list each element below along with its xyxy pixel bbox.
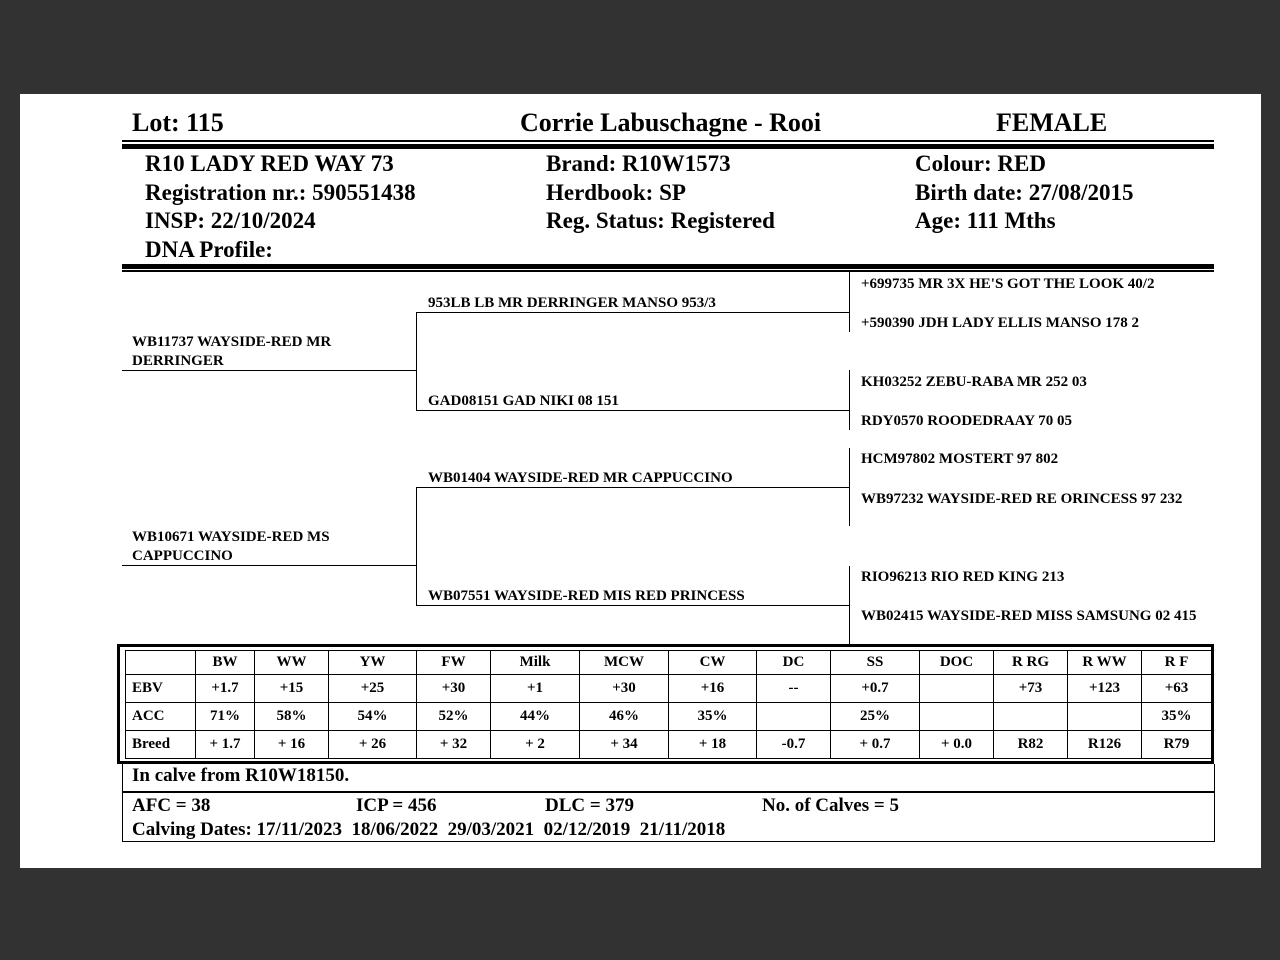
table-cell: 71% [196,703,255,731]
sex-label: FEMALE [996,108,1108,137]
header-cell: R RG [994,651,1068,675]
sire-line [122,370,416,371]
header-rule-thin [122,140,1214,142]
table-cell: 46% [580,703,669,731]
dam-dam: WB07551 WAYSIDE-RED MIS RED PRINCESS [428,588,745,604]
sire: WB11737 WAYSIDE-RED MR DERRINGER [132,334,332,369]
header-cell [126,651,196,675]
sire-sire-line [416,312,849,313]
herdbook: Herdbook: SP [546,179,686,205]
lot-number: Lot: 115 [132,108,224,137]
table-cell: 35% [669,703,757,731]
in-calve-text: In calve from R10W18150. [132,765,350,786]
table-cell: +30 [580,675,669,703]
gg-bracket-4 [849,566,850,644]
table-cell: +25 [329,675,417,703]
table-cell: +1.7 [196,675,255,703]
table-cell: + 32 [417,731,491,759]
breeder-name: Corrie Labuschagne - Rooi [520,108,822,137]
dam-line [122,565,416,566]
dam-dam-line [416,605,849,606]
brand-block [546,150,775,236]
brand: Brand: R10W1573 [546,151,731,176]
table-cell: -0.7 [757,731,831,759]
registration-status: Reg. Status: Registered [546,208,775,233]
header-cell: R F [1142,651,1212,675]
gg-bracket-2 [849,370,850,430]
table-cell: 25% [831,703,920,731]
table-cell: 44% [491,703,580,731]
table-cell: + 1.7 [196,731,255,759]
table-cell: R79 [1142,731,1212,759]
dlc: DLC = 379 [545,795,634,816]
header-cell: DC [757,651,831,675]
great-grandparent-3: KH03252 ZEBU-RABA MR 252 03 [861,374,1087,390]
table-cell: +15 [255,675,329,703]
sire-dam-line [416,410,849,411]
age: Age: 111 Mths [915,208,1056,233]
table-cell: R82 [994,731,1068,759]
great-grandparent-5: HCM97802 MOSTERT 97 802 [861,451,1059,467]
table-cell: R126 [1068,731,1142,759]
table-cell [757,703,831,731]
great-grandparent-4: RDY0570 ROODEDRAAY 70 05 [861,413,1072,429]
table-cell: + 16 [255,731,329,759]
header-cell: Milk [491,651,580,675]
icp: ICP = 456 [356,795,437,816]
sire-sire: 953LB LB MR DERRINGER MANSO 953/3 [428,295,716,311]
header-cell: WW [255,651,329,675]
table-cell: 54% [329,703,417,731]
dam-bracket [416,488,417,605]
afc: AFC = 38 [132,795,211,816]
great-grandparent-6: WB97232 WAYSIDE-RED RE ORINCESS 97 232 [861,491,1183,507]
dam: WB10671 WAYSIDE-RED MS CAPPUCCINO [132,529,330,564]
header-cell: MCW [580,651,669,675]
ebv-header-row [126,651,1212,675]
breed-row [126,731,1212,759]
table-cell: -- [757,675,831,703]
table-cell: +63 [1142,675,1212,703]
header-cell: YW [329,651,417,675]
animal-name [145,150,416,264]
number-of-calves: No. of Calves = 5 [762,795,899,816]
table-cell: + 18 [669,731,757,759]
dam-sire: WB01404 WAYSIDE-RED MR CAPPUCCINO [428,470,733,486]
table-cell: + 0.7 [831,731,920,759]
dam-sire-line [416,487,849,488]
header-cell: DOC [920,651,994,675]
table-cell: + 34 [580,731,669,759]
animal-name-text: R10 LADY RED WAY 73 [145,151,394,176]
sire-dam: GAD08151 GAD NIKI 08 151 [428,393,619,409]
table-cell: +73 [994,675,1068,703]
row-label: EBV [126,675,196,703]
sire-bracket [416,312,417,410]
header-rule-thick [122,144,1214,149]
great-grandparent-2: +590390 JDH LADY ELLIS MANSO 178 2 [861,315,1140,331]
great-grandparent-1: +699735 MR 3X HE'S GOT THE LOOK 40/2 [861,276,1155,292]
inspection-date: INSP: 22/10/2024 [145,208,316,233]
table-cell: 35% [1142,703,1212,731]
header-cell: CW [669,651,757,675]
acc-row [126,703,1212,731]
table-cell: + 26 [329,731,417,759]
colour-block [915,150,1134,236]
ebv-row [126,675,1212,703]
table-cell [1068,703,1142,731]
table-cell: +16 [669,675,757,703]
gg-bracket-3 [849,448,850,526]
info-rule-thick [122,264,1214,269]
great-grandparent-8: WB02415 WAYSIDE-RED MISS SAMSUNG 02 415 [861,608,1197,624]
table-cell: + 0.0 [920,731,994,759]
birth-date: Birth date: 27/08/2015 [915,179,1134,205]
dna-profile: DNA Profile: [145,236,273,262]
registration-number: Registration nr.: 590551438 [145,179,416,205]
row-label: ACC [126,703,196,731]
row-label: Breed [126,731,196,759]
table-cell: +30 [417,675,491,703]
header-cell: FW [417,651,491,675]
gg-bracket-1 [849,272,850,332]
table-cell: + 2 [491,731,580,759]
header-cell: R WW [1068,651,1142,675]
table-cell: +1 [491,675,580,703]
colour: Colour: RED [915,151,1046,176]
table-cell: 58% [255,703,329,731]
info-rule-thin [122,270,1214,272]
table-cell [920,703,994,731]
header-cell: BW [196,651,255,675]
table-cell: +123 [1068,675,1142,703]
table-cell [994,703,1068,731]
great-grandparent-7: RIO96213 RIO RED KING 213 [861,569,1065,585]
header-cell: SS [831,651,920,675]
table-cell: 52% [417,703,491,731]
calving-dates: Calving Dates: 17/11/2023 18/06/2022 29/03/2021 02/12/2019 21/11/2018 [132,819,726,840]
table-cell [920,675,994,703]
table-cell: +0.7 [831,675,920,703]
ebv-table [125,650,1212,759]
